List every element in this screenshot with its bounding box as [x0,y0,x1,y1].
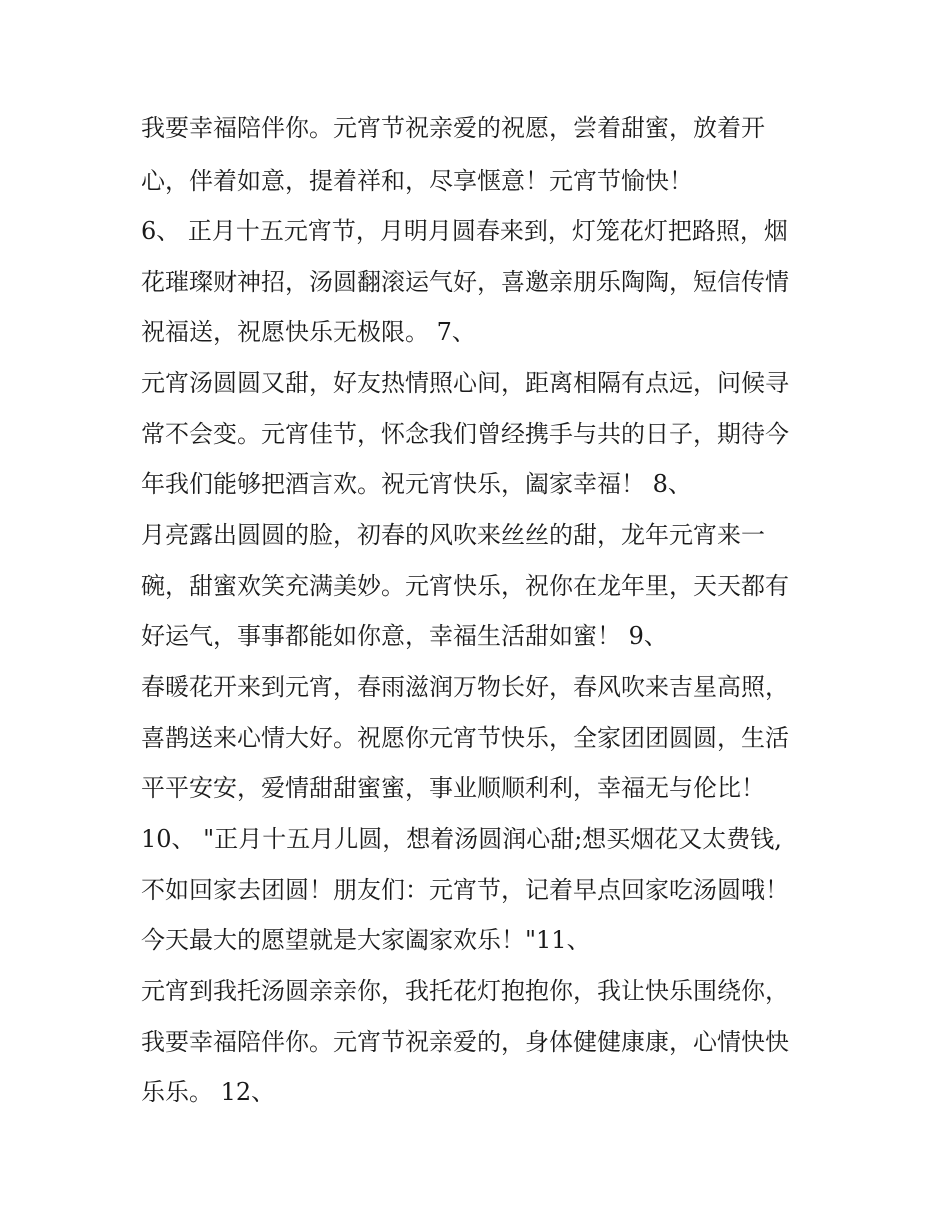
text-line: 春暖花开来到元宵，春雨滋润万物长好，春风吹来吉星高照， [141,673,789,701]
text-line: 祝福送，祝愿快乐无极限。 7、 [141,318,476,346]
text-line: 我要幸福陪伴你。元宵节祝亲爱的，身体健健康康，心情快快 [141,1028,789,1056]
text-line: 心，伴着如意，提着祥和，尽享惬意！元宵节愉快！ [141,167,693,195]
text-line: 月亮露出圆圆的脸，初春的风吹来丝丝的甜，龙年元宵来一 [141,521,765,549]
text-line: 不如回家去团圆！朋友们：元宵节，记着早点回家吃汤圆哦！ [141,876,789,904]
text-line: 好运气，事事都能如你意，幸福生活甜如蜜！ 9、 [141,622,668,650]
text-line: 我要幸福陪伴你。元宵节祝亲爱的祝愿，尝着甜蜜，放着开 [141,114,765,142]
text-line: 元宵汤圆圆又甜，好友热情照心间，距离相隔有点远，问候寻 [141,369,789,397]
text-line: 元宵到我托汤圆亲亲你，我托花灯抱抱你，我让快乐围绕你， [141,977,789,1005]
text-line: 年我们能够把酒言欢。祝元宵快乐，阖家幸福！ 8、 [141,470,692,498]
text-line: 常不会变。元宵佳节，怀念我们曾经携手与共的日子，期待今 [141,420,789,448]
text-line: 6、 正月十五元宵节，月明月圆春来到，灯笼花灯把路照，烟 [141,217,788,245]
text-line: 碗，甜蜜欢笑充满美妙。元宵快乐，祝你在龙年里，天天都有 [141,572,789,600]
text-line: 花璀璨财神招，汤圆翻滚运气好，喜邀亲朋乐陶陶，短信传情 [141,268,789,296]
text-line: 10、 "正月十五月儿圆，想着汤圆润心甜;想买烟花又太费钱, [141,825,782,853]
text-line: 平平安安，爱情甜甜蜜蜜，事业顺顺利利，幸福无与伦比！ [141,774,765,802]
text-line: 喜鹊送来心情大好。祝愿你元宵节快乐，全家团团圆圆，生活 [141,724,789,752]
text-line: 今天最大的愿望就是大家阖家欢乐！"11、 [141,926,591,954]
text-line: 乐乐。 12、 [141,1078,276,1106]
